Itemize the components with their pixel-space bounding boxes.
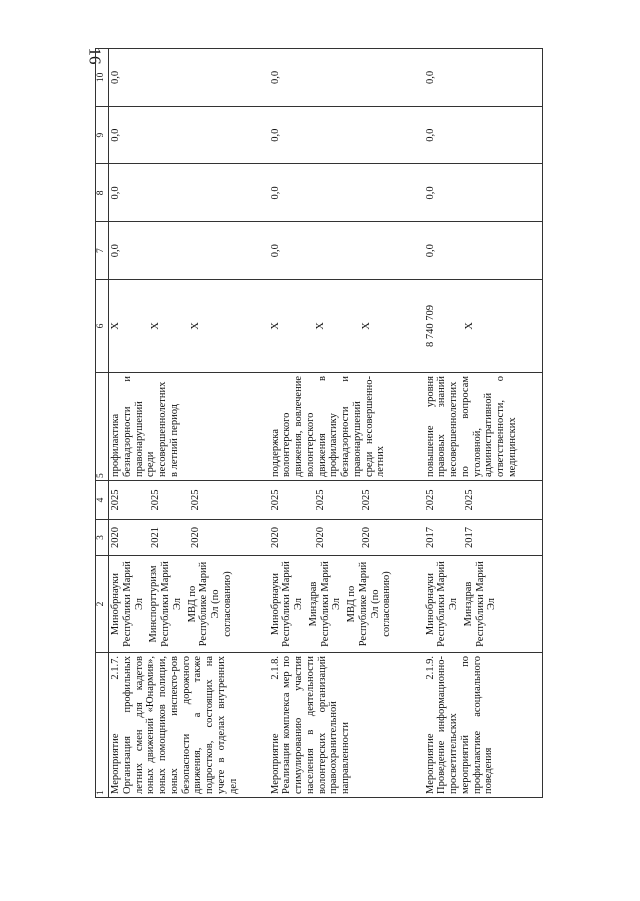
executor: Минздрав Республики Марий Эл [462,561,498,647]
funding-value: X [110,322,121,330]
executor: Минобрнауки Республики Марий Эл [110,561,145,647]
end-years-cell [109,481,269,520]
value-cell: 0,0 [269,164,424,222]
value-cell: 0,0 [424,164,543,222]
start-year: 2020 [269,527,281,548]
measure-name: Мероприятие 2.1.7. Организация профильных летних смен для кадетов юных движений «Юнармия», юных помощников полиции, юных инспекто-ров безопасности дорожного движения, а также подростков, состоящих на учете в отделах внутренних дел [109,653,269,798]
funding-value: X [315,322,327,330]
table-row [424,49,543,798]
funding-value: 8 740 709 [424,305,436,347]
expected-result: повышение уровня правовых знаний несовершеннолетних по вопросам уголовной, административной ответственности, о медицинских [424,373,543,481]
value-cell: 0,0 [424,106,543,164]
expected-result: профилактика безнадзорности и правонарушений среди несовершеннолетних в летний период [109,373,269,481]
executor: Минобрнауки Республики Марий Эл [424,561,459,647]
table-row [269,49,424,798]
expected-result: поддержка волонтерского движения, вовлечение волонтерского движения в профилактику безнадзорности и правонарушений среди несовершенно-летних [269,373,424,481]
end-year: 2025 [315,489,327,511]
start-year: 2020 [361,527,372,548]
value-cell: 0,0 [109,164,269,222]
executors-cell [424,556,543,653]
funding-value: X [464,322,476,330]
value-cell: 0,0 [269,49,424,107]
start-years-cell [269,520,424,556]
start-year: 2020 [110,527,121,548]
executor: Минобрнауки Республики Марий Эл [269,561,304,647]
end-year: 2025 [361,489,372,511]
value-cell: 0,0 [424,222,543,280]
value-cell: 0,0 [269,222,424,280]
executors-cell [269,556,424,653]
executor: МВД по Республике Марий Эл (по согласованию) [346,561,393,647]
header-cell: 8 [96,164,109,222]
measure-name: Мероприятие 2.1.9. Проведение информационно-просветительских мероприятий по профилактике асоциального поведения [424,653,543,798]
funding-cell [269,280,424,373]
header-cell: 1 [96,653,109,798]
end-years-cell [424,481,543,520]
executors-cell [109,556,269,653]
executor: МВД по Республике Марий Эл (по согласованию) [186,561,233,647]
value-cell: 0,0 [109,49,269,107]
end-years-cell [269,481,424,520]
funding-value: X [149,322,161,330]
value-cell: 0,0 [424,49,543,107]
funding-value: X [361,322,372,330]
measure-name: Мероприятие 2.1.8. Реализация комплекса мер по стимулированию участия населения в деятельности волонтерских организаций правоохранительной направленности [269,653,424,798]
measures-table [95,48,543,798]
header-cell: 5 [96,373,109,481]
start-years-cell [109,520,269,556]
funding-value: X [269,322,281,330]
executor: Минздрав Республики Марий Эл [307,561,343,647]
header-cell: 4 [96,481,109,520]
funding-value: X [189,322,201,330]
end-year: 2025 [424,489,436,511]
header-cell: 9 [96,106,109,164]
value-cell: 0,0 [109,106,269,164]
header-row [96,49,109,798]
start-year: 2017 [464,527,476,548]
rotated-page [95,48,543,798]
end-year: 2025 [110,489,121,511]
table-row [109,49,269,798]
header-cell: 2 [96,556,109,653]
funding-cell [424,280,543,373]
header-cell: 7 [96,222,109,280]
executor: Минспорттуризм Республики Марий Эл [148,561,183,647]
header-cell: 10 [96,49,109,107]
header-cell: 6 [96,280,109,373]
start-year: 2021 [149,527,161,548]
end-year: 2025 [269,489,281,511]
value-cell: 0,0 [269,106,424,164]
start-year: 2017 [424,527,436,548]
header-cell: 3 [96,520,109,556]
end-year: 2025 [464,489,476,511]
start-year: 2020 [189,527,201,548]
start-year: 2020 [315,527,327,548]
end-year: 2025 [189,489,201,511]
page-number: 16 [85,47,105,65]
start-years-cell [424,520,543,556]
funding-cell [109,280,269,373]
value-cell: 0,0 [109,222,269,280]
end-year: 2025 [149,489,161,511]
